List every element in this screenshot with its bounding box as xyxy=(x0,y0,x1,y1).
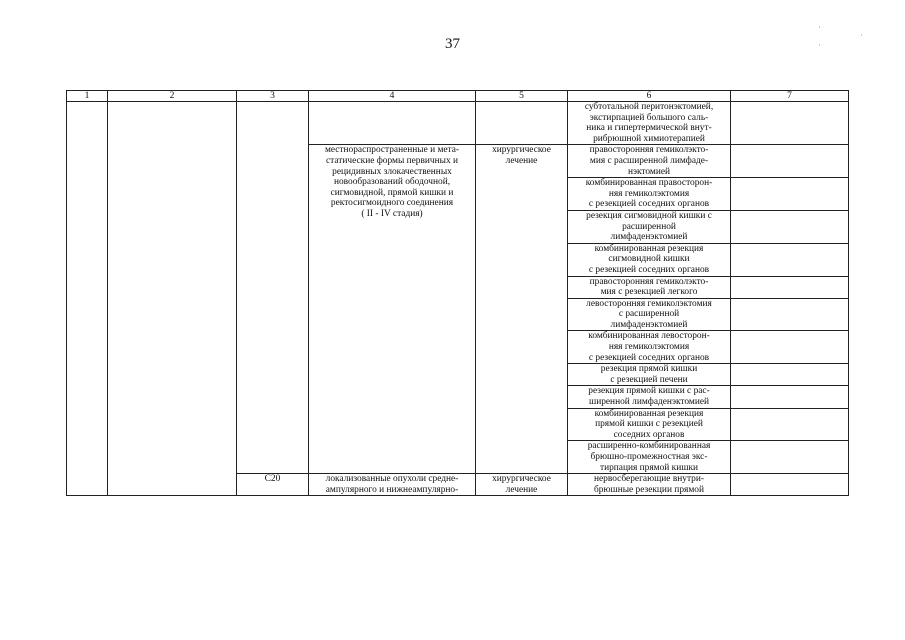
cell-line: с резекцией соседних органов xyxy=(588,264,710,275)
scan-mark: · xyxy=(818,22,821,32)
cell-line: ( II - IV стадия) xyxy=(361,208,423,219)
cell-line: левосторонняя гемиколэктомия xyxy=(586,298,712,309)
cell-line: новообразований ободочной, xyxy=(333,177,451,188)
col1-cell xyxy=(67,364,108,386)
cell-line: ника и гипертермической внут- xyxy=(586,123,712,134)
cell-line: лечение xyxy=(505,155,538,166)
col7-cell xyxy=(731,298,849,331)
treatment-cell xyxy=(568,386,731,408)
col7-cell xyxy=(731,386,849,408)
treatment-table xyxy=(66,90,849,496)
col7-cell xyxy=(731,210,849,243)
treatment-cell xyxy=(568,178,731,211)
treatment-cell xyxy=(568,441,731,474)
cell-line: сигмовидной, прямой кишки и xyxy=(330,187,454,198)
col7-cell xyxy=(731,102,849,145)
col2-cell xyxy=(108,178,237,211)
cell-line: няя гемиколэктомия xyxy=(608,342,690,353)
treatment-cell xyxy=(568,243,731,276)
cell-line: нервосберегающие внутри- xyxy=(593,474,704,485)
col7-cell xyxy=(731,474,849,496)
col7-cell xyxy=(731,276,849,298)
col7-cell xyxy=(731,441,849,474)
col2-cell xyxy=(108,331,237,364)
cell-line: ампулярного и нижнеампулярно- xyxy=(325,484,459,495)
cell-line: резекция сигмовидной кишки с xyxy=(586,210,712,221)
col2-cell xyxy=(108,408,237,441)
col2-cell xyxy=(108,145,237,178)
col7-cell xyxy=(731,243,849,276)
cell-line: субтотальной перитонэктомией, xyxy=(584,102,714,112)
cell-line: рецидивных злокачественных xyxy=(332,166,452,177)
cell-line: с резекцией печени xyxy=(610,374,688,385)
col1-cell xyxy=(67,331,108,364)
treatment-cell xyxy=(568,364,731,386)
col1-cell xyxy=(67,145,108,178)
code-cell xyxy=(237,474,309,496)
diagnosis-code: C20 xyxy=(264,474,281,485)
header-row xyxy=(67,91,849,102)
col2-cell xyxy=(108,298,237,331)
cell-line: резекция прямой кишки с рас- xyxy=(588,386,710,397)
col1-cell xyxy=(67,102,108,145)
cell-line: брюшные резекции прямой xyxy=(594,484,704,495)
cell-line: правосторонняя гемиколэкто- xyxy=(589,276,709,287)
cell-line: хирургическое xyxy=(492,145,551,156)
column-header: 3 xyxy=(237,91,309,102)
cell-line: брюшно-промежностная экс- xyxy=(590,452,708,462)
cell-line: статические формы первичных и xyxy=(325,155,459,166)
col1-cell xyxy=(67,243,108,276)
treatment-type-cell xyxy=(476,474,568,496)
cell-line: с расширенной xyxy=(618,309,680,320)
cell-line: экстирпацией большого саль- xyxy=(589,112,709,123)
table-row xyxy=(67,102,849,145)
col7-cell xyxy=(731,408,849,441)
cell-line: хирургическое xyxy=(492,474,551,485)
col1-cell xyxy=(67,210,108,243)
table-body xyxy=(67,91,849,496)
col3-cell xyxy=(237,441,309,474)
diagnosis-cell xyxy=(309,474,476,496)
col3-cell xyxy=(237,386,309,408)
col1-cell xyxy=(67,474,108,496)
cell-line: локализованные опухоли средне- xyxy=(325,474,459,485)
cell-line: сигмовидной кишки xyxy=(608,254,690,265)
col3-cell xyxy=(237,145,309,178)
col3-cell xyxy=(237,102,309,145)
scan-mark: · xyxy=(818,40,821,50)
col1-cell xyxy=(67,441,108,474)
col1-cell xyxy=(67,386,108,408)
treatment-cell xyxy=(568,102,731,145)
col3-cell xyxy=(237,408,309,441)
cell-line: местнораспространенные и мета- xyxy=(324,145,460,156)
column-header: 1 xyxy=(67,91,108,102)
cell-line: комбинированная резекция xyxy=(594,243,704,254)
scan-mark: · xyxy=(860,30,863,40)
cell-line: соседних органов xyxy=(613,429,685,440)
col4-cell xyxy=(309,102,476,145)
column-header: 2 xyxy=(108,91,237,102)
cell-line: няя гемиколэктомия xyxy=(608,188,690,199)
col3-cell xyxy=(237,298,309,331)
cell-line: нэктомией xyxy=(627,166,671,177)
col3-cell xyxy=(237,276,309,298)
treatment-cell xyxy=(568,210,731,243)
cell-line: расширенно-комбинированная xyxy=(587,441,711,452)
col1-cell xyxy=(67,276,108,298)
col3-cell xyxy=(237,178,309,211)
cell-line: резекция прямой кишки xyxy=(600,364,698,375)
cell-line: правосторонняя гемиколэкто- xyxy=(589,145,709,156)
col7-cell xyxy=(731,145,849,178)
col3-cell xyxy=(237,364,309,386)
treatment-cell xyxy=(568,276,731,298)
col7-cell xyxy=(731,178,849,211)
cell-line: ректосигмоидного соединения xyxy=(330,198,454,209)
col2-cell xyxy=(108,386,237,408)
col2-cell xyxy=(108,210,237,243)
page-number: 37 xyxy=(445,36,460,52)
cell-line: комбинированная резекция xyxy=(594,408,704,419)
treatment-cell xyxy=(568,145,731,178)
col2-cell xyxy=(108,474,237,496)
table-row xyxy=(67,145,849,178)
col3-cell xyxy=(237,243,309,276)
treatment-cell xyxy=(568,298,731,331)
col2-cell xyxy=(108,276,237,298)
treatment-cell xyxy=(568,474,731,496)
cell-line: ширенной лимфаденэктомией xyxy=(588,397,710,408)
treatment-type-cell xyxy=(476,145,568,474)
cell-line: прямой кишки с резекцией xyxy=(595,419,703,430)
treatment-cell xyxy=(568,408,731,441)
cell-line: расширенной xyxy=(622,221,676,232)
col7-cell xyxy=(731,364,849,386)
col2-cell xyxy=(108,364,237,386)
cell-line: с резекцией соседних органов xyxy=(588,352,710,363)
table-row xyxy=(67,474,849,496)
cell-line: комбинированная правосторон- xyxy=(585,178,713,189)
cell-line: комбинированная левосторон- xyxy=(588,331,710,342)
col7-cell xyxy=(731,331,849,364)
cell-line: лимфаденэктомией xyxy=(610,232,688,243)
column-header: 6 xyxy=(568,91,731,102)
col1-cell xyxy=(67,178,108,211)
col3-cell xyxy=(237,331,309,364)
cell-line: лечение xyxy=(505,484,538,495)
col2-cell xyxy=(108,102,237,145)
cell-line: мия с расширенной лимфаде- xyxy=(589,155,709,166)
col2-cell xyxy=(108,441,237,474)
diagnosis-cell xyxy=(309,145,476,474)
col1-cell xyxy=(67,298,108,331)
cell-line: рибрюшной химиотерапией xyxy=(593,133,705,144)
column-header: 7 xyxy=(731,91,849,102)
col5-cell xyxy=(476,102,568,145)
treatment-cell xyxy=(568,331,731,364)
col1-cell xyxy=(67,408,108,441)
cell-line: лимфаденэктомией xyxy=(610,319,688,330)
col2-cell xyxy=(108,243,237,276)
cell-line: с резекцией соседних органов xyxy=(588,199,710,210)
column-header: 4 xyxy=(309,91,476,102)
cell-line: мия с резекцией легкого xyxy=(600,287,698,298)
column-header: 5 xyxy=(476,91,568,102)
col3-cell xyxy=(237,210,309,243)
cell-line: тирпация прямой кишки xyxy=(599,462,699,473)
